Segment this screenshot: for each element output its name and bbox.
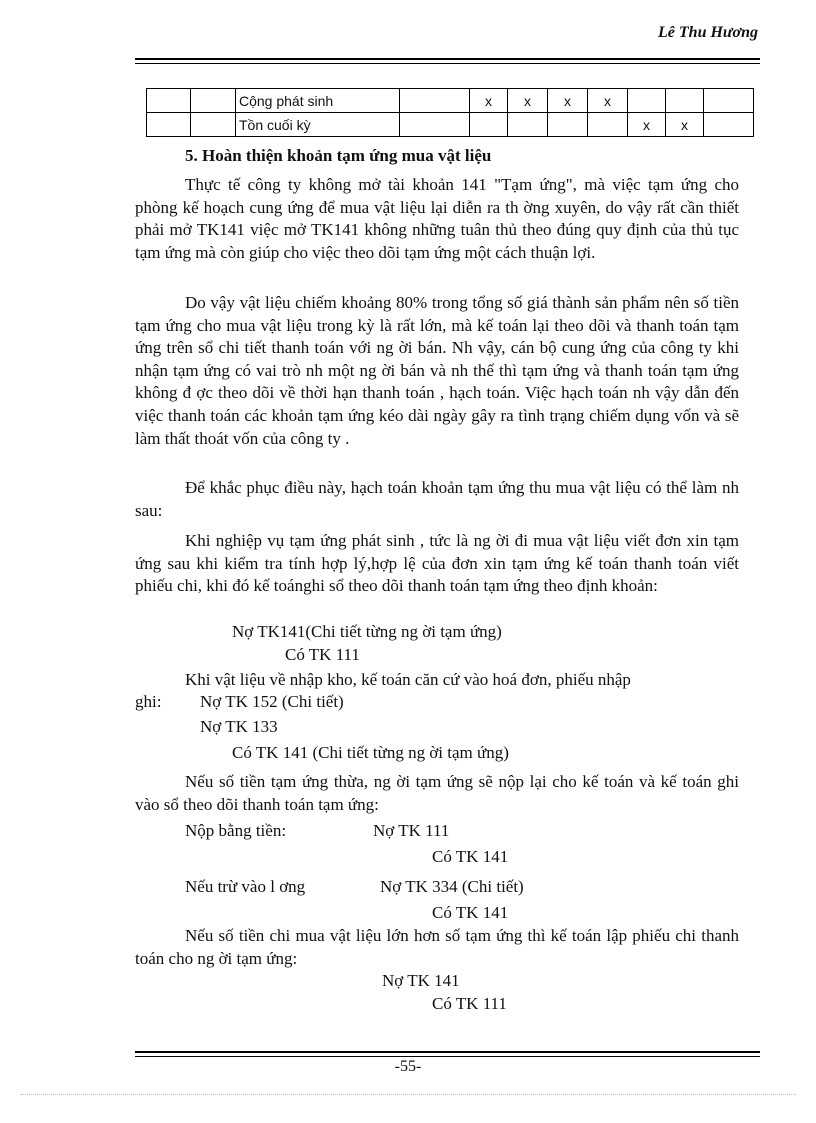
table-cell: x xyxy=(588,89,628,113)
paragraph-4: Khi nghiệp vụ tạm ứng phát sinh , tức là ng ời đi mua vật liệu viết đơn xin tạm ứng sau khi kiểm tra tính hợp lý,hợp lệ của đơn xin tạm ứng kế toán thanh toán viết phiếu chi, khi đó kế toánghi sổ theo dõi thanh toán tạm ứng theo định khoản: xyxy=(135,531,739,596)
paragraph-3: Để khắc phục điều này, hạch toán khoản tạm ứng thu mua vật liệu có thể làm nh sau: xyxy=(135,478,739,520)
section-heading: 5. Hoàn thiện khoản tạm ứng mua vật liệu xyxy=(185,146,492,165)
header-rule-bottom xyxy=(135,63,760,64)
entry4-debit: Nợ TK 141 xyxy=(382,971,460,990)
page-edge-divider xyxy=(20,1094,796,1095)
table-cell xyxy=(666,89,704,113)
table-cell: x xyxy=(508,89,548,113)
header-author: Lê Thu Hương xyxy=(658,24,758,41)
case2-debit: Nợ TK 334 (Chi tiết) xyxy=(380,877,524,896)
footer-rule-bottom xyxy=(135,1056,760,1057)
table-cell xyxy=(628,89,666,113)
paragraph-1: Thực tế công ty không mở tài khoản 141 "Tạm ứng", mà việc tạm ứng cho phòng kế hoạch cung ứng để mua vật liệu lại diễn ra th ờng xuyên, do vậy rất cần thiết phải mở TK141 việc mở TK141 không những tuân thủ theo đúng quy định của thủ tục tạm ứng mà còn giúp cho việc theo dõi tạm ứng một cách thuận lợi. xyxy=(135,175,739,262)
entry2-credit: Có TK 141 (Chi tiết từng ng ời tạm ứng) xyxy=(232,743,509,762)
ledger-table xyxy=(146,88,754,137)
case1-credit: Có TK 141 xyxy=(432,847,509,866)
paragraph-5-ghi: ghi: xyxy=(135,692,162,711)
table-cell xyxy=(548,113,588,137)
page-number: -55- xyxy=(394,1058,422,1075)
table-cell xyxy=(704,113,754,137)
table-cell: x xyxy=(470,89,508,113)
row-label: Tồn cuối kỳ xyxy=(236,113,400,137)
table-cell xyxy=(704,89,754,113)
table-cell: x xyxy=(628,113,666,137)
case2-label: Nếu trừ vào l ơng xyxy=(185,877,306,896)
entry2-debit-1: Nợ TK 152 (Chi tiết) xyxy=(200,692,344,711)
header-rule-top xyxy=(135,58,760,60)
row-label: Cộng phát sinh xyxy=(236,89,400,113)
paragraph-2: Do vậy vật liệu chiếm khoảng 80% trong tổng số giá thành sản phẩm nên số tiền tạm ứng cho mua vật liệu trong kỳ là rất lớn, mà kế toán lại theo dõi và thanh toán tạm ứng trên sổ chi tiết thanh toán với ng ời bán. Nh vậy, cán bộ cung ứng của công ty khi nhận tạm ứng có vai trò nh một ng ời bán và nh thế thì tạm ứng và thanh toán tạm ứng không đ ợc theo dõi về thời hạn thanh toán , hạch toán. Việc hạch toán nh vậy dẫn đến việc thanh toán các khoản tạm ứng kéo dài ngày gây ra tình trạng chiếm dụng vốn và sẽ làm thất thoát vốn của công ty . xyxy=(135,293,739,448)
table-cell xyxy=(400,113,470,137)
paragraph-6: Nếu số tiền tạm ứng thừa, ng ời tạm ứng sẽ nộp lại cho kế toán và kế toán ghi vào sổ theo dõi thanh toán tạm ứng: xyxy=(135,772,739,814)
paragraph-7: Nếu số tiền chi mua vật liệu lớn hơn số tạm ứng thì kế toán lập phiếu chi thanh toán cho ng ời tạm ứng: xyxy=(135,926,739,968)
entry1-debit: Nợ TK141(Chi tiết từng ng ời tạm ứng) xyxy=(232,622,502,641)
table-row xyxy=(147,113,754,137)
entry1-credit: Có TK 111 xyxy=(285,645,360,664)
table-cell xyxy=(470,113,508,137)
table-cell xyxy=(508,113,548,137)
entry4-credit: Có TK 111 xyxy=(432,994,507,1013)
case1-debit: Nợ TK 111 xyxy=(373,821,450,840)
table-cell: x xyxy=(666,113,704,137)
footer-rule-top xyxy=(135,1051,760,1053)
case2-credit: Có TK 141 xyxy=(432,903,509,922)
table-row xyxy=(147,89,754,113)
table-cell: x xyxy=(548,89,588,113)
table-cell xyxy=(588,113,628,137)
case1-label: Nộp bằng tiền: xyxy=(185,821,287,840)
paragraph-5: Khi vật liệu về nhập kho, kế toán căn cứ vào hoá đơn, phiếu nhập xyxy=(185,670,631,689)
table-cell xyxy=(400,89,470,113)
entry2-debit-2: Nợ TK 133 xyxy=(200,717,278,736)
